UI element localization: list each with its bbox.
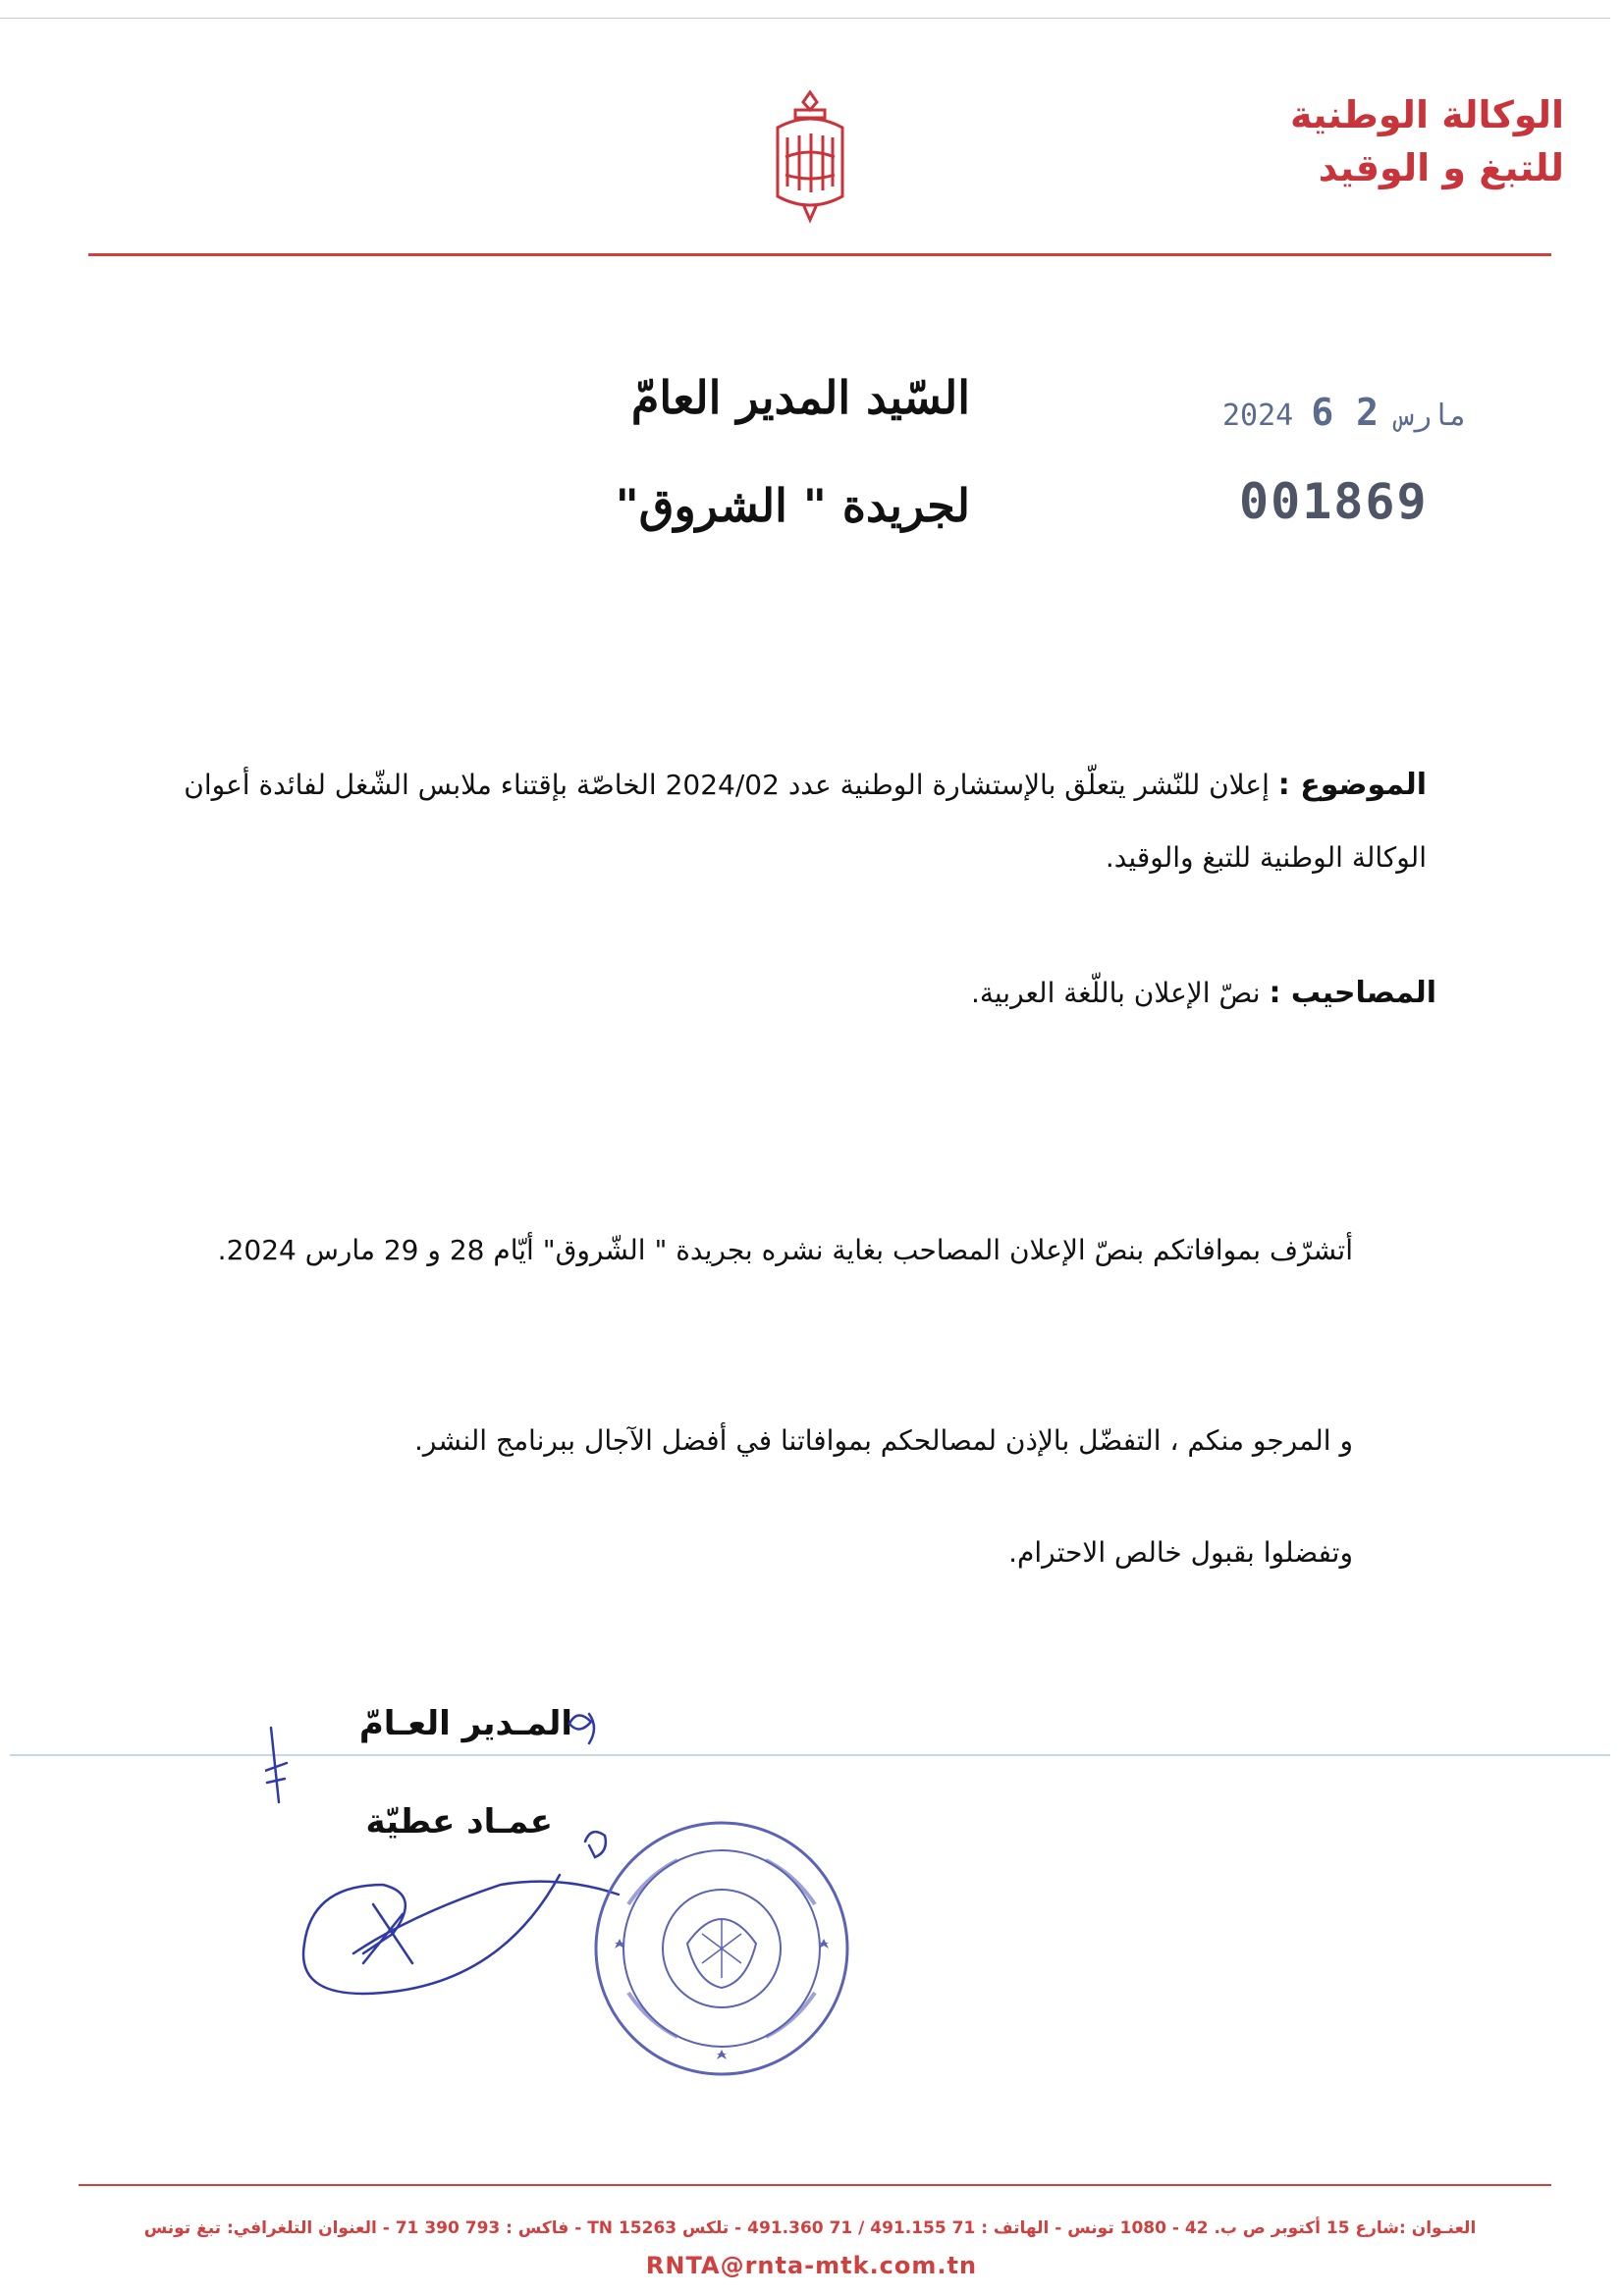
attachment-text: نصّ الإعلان باللّغة العربية. <box>970 977 1261 1009</box>
footer-email: RNTA@rnta-mtk.com.tn <box>645 2252 978 2279</box>
signatory-title: المـدير العـامّ <box>358 1704 572 1743</box>
reference-number: 001869 <box>1239 473 1429 530</box>
header-divider <box>88 253 1551 256</box>
handwritten-signature <box>265 1688 638 2061</box>
date-stamp <box>1222 391 1468 434</box>
footer-address: العنـوان :شارع 15 أكتوبر ص ب. 42 - 1080 تونس - الهاتف : 71 491.155 / 71 491.360 - تلكس 15263 TN - فاكس : 793 390 71 - العنوان التلغرافي: تبغ تونس <box>143 2218 1477 2238</box>
scan-divider <box>10 1754 1610 1756</box>
subject-label: الموضوع : <box>1277 768 1427 802</box>
agency-logo <box>756 88 864 226</box>
scan-edge-line <box>0 18 1610 19</box>
stamp-year: 2024 <box>1222 399 1294 433</box>
signatory-name: عمـاد عطيّة <box>365 1802 553 1842</box>
organization-name <box>1211 88 1564 194</box>
closing-formula: وتفضلوا بقبول خالص الاحترام. <box>1008 1536 1353 1569</box>
footer-divider <box>79 2184 1551 2186</box>
stamp-day: 2 6 <box>1311 391 1379 434</box>
organization-name-line2: للتبغ و الوقيد <box>1318 146 1564 189</box>
addressee-line1: السّيد المدير العامّ <box>630 371 970 424</box>
subject-text: إعلان للنّشر يتعلّق بالإستشارة الوطنية عدد 2024/02 الخاصّة بإقتناء ملابس الشّغل لفائدة أعوان الوكالة الوطنية للتبغ والوقيد. <box>184 769 1427 874</box>
official-seal <box>589 1816 854 2081</box>
subject-block <box>150 749 1427 894</box>
addressee-line2: لجريدة " الشروق" <box>615 479 970 532</box>
organization-name-line1: الوكالة الوطنية <box>1289 93 1564 136</box>
attachment-label: المصاحيب : <box>1269 976 1436 1010</box>
attachment-block <box>455 957 1436 1030</box>
body-paragraph-2: و المرجو منكم ، التفضّل بالإذن لمصالحكم بموافاتنا في أفضل الآجال ببرنامج النشر. <box>414 1424 1353 1457</box>
body-paragraph-1: أتشرّف بموافاتكم بنصّ الإعلان المصاحب بغاية نشره بجريدة " الشّروق" أيّام 28 و 29 مارس 2024. <box>217 1234 1353 1266</box>
stamp-month: مارس <box>1396 399 1468 433</box>
